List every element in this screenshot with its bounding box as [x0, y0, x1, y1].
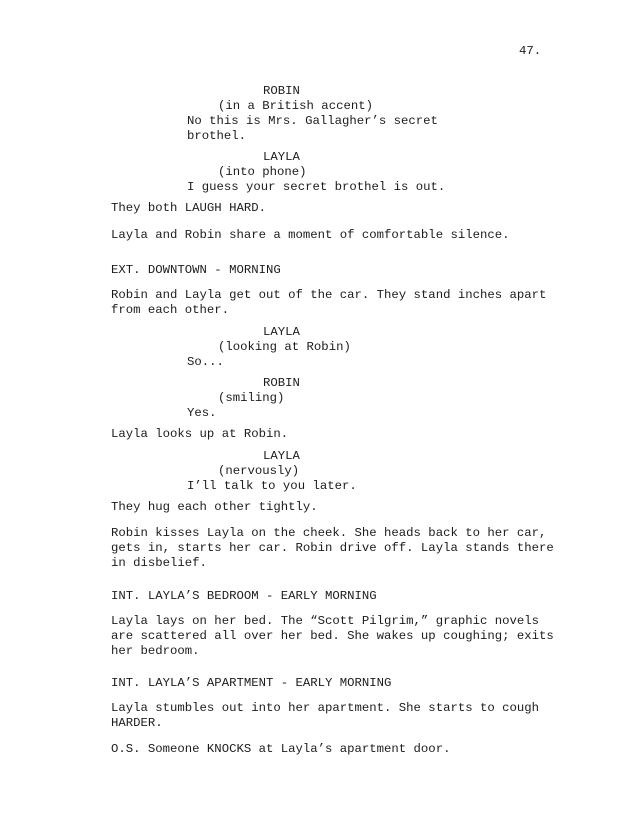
action-line: Robin kisses Layla on the cheek. She heads back to her car, — [111, 526, 547, 540]
dialogue-line: No this is Mrs. Gallagher’s secret — [187, 114, 438, 128]
scene-heading: INT. LAYLA’S APARTMENT - EARLY MORNING — [111, 676, 392, 690]
parenthetical: (in a British accent) — [218, 99, 373, 113]
action-line: in disbelief. — [111, 556, 207, 570]
action-line: They both LAUGH HARD. — [111, 201, 266, 215]
page-number: 47. — [519, 44, 542, 58]
character-name: LAYLA — [263, 150, 300, 164]
scene-heading: EXT. DOWNTOWN - MORNING — [111, 263, 281, 277]
scene-heading: INT. LAYLA’S BEDROOM - EARLY MORNING — [111, 589, 377, 603]
dialogue-line: I guess your secret brothel is out. — [187, 180, 446, 194]
parenthetical: (into phone) — [218, 165, 307, 179]
parenthetical: (smiling) — [218, 391, 285, 405]
dialogue-line: Yes. — [187, 406, 217, 420]
action-line: HARDER. — [111, 716, 163, 730]
character-name: LAYLA — [263, 449, 300, 463]
action-line: Layla looks up at Robin. — [111, 427, 289, 441]
action-line: Layla stumbles out into her apartment. She starts to cough — [111, 701, 540, 715]
character-name: ROBIN — [263, 376, 300, 390]
dialogue-line: So... — [187, 355, 224, 369]
character-name: ROBIN — [263, 84, 300, 98]
action-line: gets in, starts her car. Robin drive off. Layla stands there — [111, 541, 554, 555]
action-line: Layla lays on her bed. The “Scott Pilgrim,” graphic novels — [111, 614, 540, 628]
action-line: are scattered all over her bed. She wakes up coughing; exits — [111, 629, 554, 643]
action-line: They hug each other tightly. — [111, 500, 318, 514]
dialogue-line: brothel. — [187, 129, 247, 143]
action-line: her bedroom. — [111, 644, 200, 658]
parenthetical: (nervously) — [218, 464, 300, 478]
character-name: LAYLA — [263, 325, 300, 339]
action-line: Robin and Layla get out of the car. They stand inches apart — [111, 288, 547, 302]
action-line: from each other. — [111, 303, 230, 317]
parenthetical: (looking at Robin) — [218, 340, 351, 354]
action-line: O.S. Someone KNOCKS at Layla’s apartment door. — [111, 742, 451, 756]
dialogue-line: I’ll talk to you later. — [187, 479, 357, 493]
action-line: Layla and Robin share a moment of comfortable silence. — [111, 228, 510, 242]
